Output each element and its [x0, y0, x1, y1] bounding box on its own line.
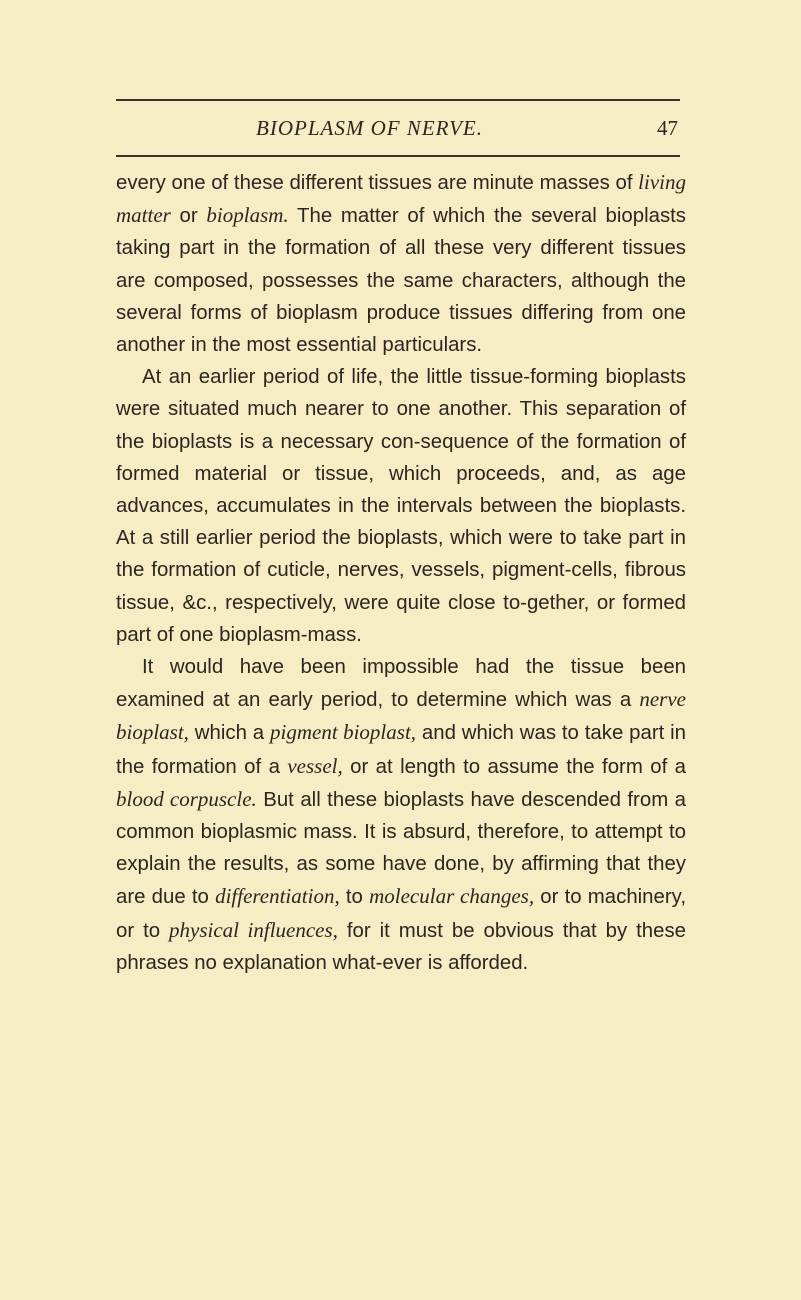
italic-term: blood corpuscle. [116, 786, 257, 811]
header-top-rule [116, 99, 680, 101]
text-run: or at length to assume the form of a [342, 755, 686, 778]
text-run: or to machinery, or to [116, 886, 687, 942]
italic-term: physical influences, [169, 917, 338, 942]
italic-term: nerve bioplast, [116, 687, 686, 745]
text-run: which a [188, 722, 270, 745]
text-run: It would have been impossible had the tissue been examined at an early period, to determine which was a [116, 656, 686, 712]
text-run: for it must be obvious that by these phrases no explanation what-ever is afforded. [116, 919, 687, 974]
running-head [116, 116, 680, 146]
italic-term: pigment bioplast, [270, 720, 417, 745]
text-run: or [170, 205, 207, 228]
text-run: The matter of which the several bioplasts taking part in the formation of all these very different tissues are composed, possesses the same characters, although the several forms of bioplasm produce tissues differing from one another in the most essential particulars. [116, 205, 687, 357]
page-number: 47 [657, 116, 678, 140]
italic-term: bioplasm. [206, 203, 289, 228]
text-run: But all these bioplasts have descended from a common bioplasmic mass. It is absurd, therefore, to attempt to explain the results, as some have done, by affirming that they are due to [116, 788, 686, 909]
paragraph [116, 166, 686, 361]
paragraph [116, 361, 686, 651]
header-bottom-rule [116, 155, 680, 157]
text-run: to [339, 886, 370, 909]
italic-term: vessel, [287, 753, 343, 778]
text-run: At an earlier period of life, the little tissue-forming bioplasts were situated much nearer to one another. This separation of the bioplasts is a necessary con-sequence of the formation of formed material or tissue, which proceeds, and, as age advances, accumulates in the intervals between the bioplasts. At a still earlier period the bioplasts, which were to take part in the formation of cuticle, nerves, vessels, pigment-cells, fibrous tissue, &c., respectively, were quite close to-gether, or formed part of one bioplasm-mass. [116, 366, 686, 646]
italic-term: molecular changes, [369, 884, 535, 909]
italic-term: differentiation, [215, 884, 340, 909]
italic-term: living matter [116, 170, 686, 228]
paragraph [116, 651, 686, 979]
body-text [116, 166, 686, 979]
running-title: BIOPLASM OF NERVE. [256, 116, 483, 140]
text-run: every one of these different tissues are minute masses of [116, 172, 639, 194]
text-run: and which was to take part in the formation of a [116, 722, 687, 778]
